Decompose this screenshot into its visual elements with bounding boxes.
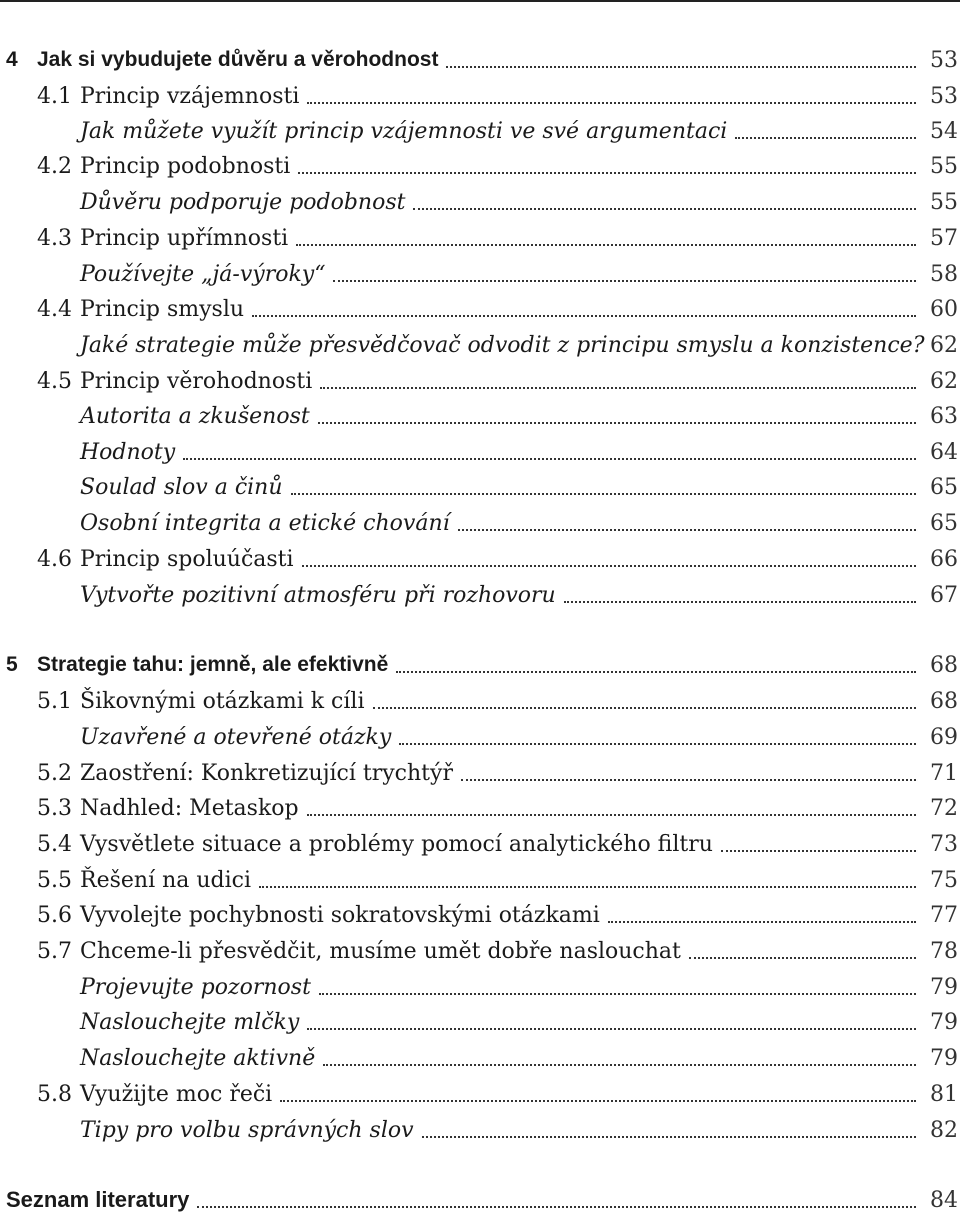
toc-entry-page: 66 xyxy=(930,546,958,572)
toc-entry-number: 5.1 xyxy=(37,688,72,714)
dot-leader xyxy=(689,957,916,959)
toc-entry-page: 79 xyxy=(930,1009,958,1035)
dot-leader xyxy=(396,671,916,673)
toc-entry-title: Uzavřené a otevřené otázky xyxy=(80,724,392,750)
toc-entry-page: 58 xyxy=(930,261,958,287)
dot-leader xyxy=(413,208,916,210)
toc-entry-page: 69 xyxy=(930,724,958,750)
dot-leader xyxy=(320,387,916,389)
toc-entry-page: 55 xyxy=(930,153,958,179)
toc-entry[interactable] xyxy=(0,220,960,256)
toc-entry[interactable] xyxy=(0,184,960,220)
toc-entry-page: 65 xyxy=(930,510,958,536)
toc-entry[interactable] xyxy=(0,42,960,78)
toc-entry-title: Chceme-li přesvědčit, musíme umět dobře naslouchat xyxy=(80,938,681,964)
toc-entry-title: Používejte „já-výroky“ xyxy=(80,261,326,287)
toc-entry-title: Důvěru podporuje podobnost xyxy=(80,189,406,215)
toc-entry-page: 55 xyxy=(930,189,958,215)
toc-entry-title: Hodnoty xyxy=(80,439,176,465)
dot-leader xyxy=(259,886,916,888)
toc-entry[interactable] xyxy=(0,1182,960,1218)
toc-entry[interactable] xyxy=(0,148,960,184)
toc-entry-title: Nadhled: Metaskop xyxy=(80,795,299,821)
toc-entry-title: Šikovnými otázkami k cíli xyxy=(80,688,365,714)
toc-entry-title: Osobní integrita a etické chování xyxy=(80,510,450,536)
dot-leader xyxy=(252,315,916,317)
toc-entry-number: 4.4 xyxy=(37,296,72,322)
toc-entry[interactable] xyxy=(0,327,960,363)
toc-entry-title: Soulad slov a činů xyxy=(80,474,283,500)
toc-entry-title: Autorita a zkušenost xyxy=(80,403,310,429)
toc-entry[interactable] xyxy=(0,256,960,292)
toc-entry-title: Vysvětlete situace a problémy pomocí analytického filtru xyxy=(80,831,713,857)
toc-entry-title: Naslouchejte aktivně xyxy=(80,1045,316,1071)
toc-entry[interactable] xyxy=(0,1112,960,1148)
toc-entry-page: 57 xyxy=(930,225,958,251)
toc-entry[interactable] xyxy=(0,78,960,114)
dot-leader xyxy=(422,1136,916,1138)
toc-entry[interactable] xyxy=(0,505,960,541)
toc-entry-title: Princip věrohodnosti xyxy=(80,368,313,394)
toc-entry-title: Vyvolejte pochybnosti sokratovskými otázkami xyxy=(80,902,600,928)
toc-entry-title: Princip spoluúčasti xyxy=(80,546,294,572)
toc-entry-number: 5.3 xyxy=(37,795,72,821)
toc-entry[interactable] xyxy=(0,969,960,1005)
toc-entry-page: 82 xyxy=(930,1117,958,1143)
toc-entry-title: Zaostření: Konkretizující trychtýř xyxy=(80,760,453,786)
toc-entry-page: 71 xyxy=(930,760,958,786)
toc-entry-page: 79 xyxy=(930,1045,958,1071)
toc-entry-title: Naslouchejte mlčky xyxy=(80,1009,300,1035)
toc-entry[interactable] xyxy=(0,113,960,149)
toc-entry-page: 78 xyxy=(930,938,958,964)
toc-entry[interactable] xyxy=(0,647,960,683)
dot-leader xyxy=(608,921,916,923)
toc-entry-title: Jak můžete využít princip vzájemnosti ve své argumentaci xyxy=(80,118,728,144)
toc-entry-page: 79 xyxy=(930,974,958,1000)
toc-entry-page: 63 xyxy=(930,403,958,429)
toc-entry-page: 77 xyxy=(930,902,958,928)
dot-leader xyxy=(333,280,916,282)
toc-entry-title: Princip smyslu xyxy=(80,296,245,322)
toc-entry[interactable] xyxy=(0,755,960,791)
toc-entry[interactable] xyxy=(0,434,960,470)
toc-entry-number: 4.3 xyxy=(37,225,72,251)
toc-entry-number: 5.4 xyxy=(37,831,72,857)
dot-leader xyxy=(302,565,916,567)
toc-entry-number: 4.5 xyxy=(37,368,72,394)
top-rule xyxy=(0,0,960,2)
toc-entry-title: Jaké strategie může přesvědčovač odvodit z principu smyslu a konzistence? xyxy=(80,332,925,358)
toc-entry[interactable] xyxy=(0,683,960,719)
dot-leader xyxy=(564,601,916,603)
dot-leader xyxy=(307,814,916,816)
toc-entry-page: 68 xyxy=(930,688,958,714)
dot-leader xyxy=(291,493,916,495)
dot-leader xyxy=(461,779,916,781)
toc-entry-title: Projevujte pozornost xyxy=(80,974,311,1000)
toc-entry[interactable] xyxy=(0,1004,960,1040)
toc-entry-page: 54 xyxy=(930,118,958,144)
toc-entry-page: 62 xyxy=(930,332,958,358)
dot-leader xyxy=(446,66,916,68)
dot-leader xyxy=(399,743,916,745)
toc-entry-title: Strategie tahu: jemně, ale efektivně xyxy=(37,653,389,676)
toc-entry[interactable] xyxy=(0,1040,960,1076)
toc-entry[interactable] xyxy=(0,897,960,933)
dot-leader xyxy=(721,850,916,852)
toc-entry-number: 4.1 xyxy=(37,83,72,109)
dot-leader xyxy=(318,422,916,424)
toc-entry-number: 5.8 xyxy=(37,1081,72,1107)
toc-entry[interactable] xyxy=(0,933,960,969)
toc-entry-title: Jak si vybudujete důvěru a věrohodnost xyxy=(37,48,439,71)
toc-entry-page: 68 xyxy=(930,652,958,678)
toc-entry-number: 5.7 xyxy=(37,938,72,964)
toc-entry-page: 65 xyxy=(930,474,958,500)
toc-entry-title: Vytvořte pozitivní atmosféru při rozhovoru xyxy=(80,582,556,608)
dot-leader xyxy=(307,1028,916,1030)
toc-entry-number: 5.6 xyxy=(37,902,72,928)
toc-entry-title: Tipy pro volbu správných slov xyxy=(80,1117,414,1143)
toc-entry[interactable] xyxy=(0,862,960,898)
dot-leader xyxy=(183,458,916,460)
toc-entry-title: Seznam literatury xyxy=(6,1187,190,1212)
toc-entry[interactable] xyxy=(0,541,960,577)
toc-entry-number: 4.2 xyxy=(37,153,72,179)
toc-entry-number: 5.5 xyxy=(37,867,72,893)
toc-entry-page: 53 xyxy=(930,47,958,73)
dot-leader xyxy=(197,1206,916,1208)
dot-leader xyxy=(280,1100,916,1102)
dot-leader xyxy=(735,137,916,139)
toc-entry-page: 62 xyxy=(930,368,958,394)
toc-entry[interactable] xyxy=(0,363,960,399)
toc-entry-number: 5 xyxy=(6,653,18,676)
dot-leader xyxy=(296,244,916,246)
dot-leader xyxy=(373,707,917,709)
toc-entry-title: Řešení na udici xyxy=(80,867,252,893)
dot-leader xyxy=(458,529,916,531)
toc-entry[interactable] xyxy=(0,719,960,755)
toc-entry-page: 64 xyxy=(930,439,958,465)
dot-leader xyxy=(307,102,916,104)
toc-entry-page: 84 xyxy=(930,1187,958,1213)
toc-entry-page: 72 xyxy=(930,795,958,821)
dot-leader xyxy=(298,172,916,174)
toc-entry-title: Princip upřímnosti xyxy=(80,225,289,251)
toc-entry[interactable] xyxy=(0,398,960,434)
toc-entry-page: 67 xyxy=(930,582,958,608)
toc-entry-title: Využijte moc řeči xyxy=(80,1081,273,1107)
toc-entry-number: 4 xyxy=(6,48,18,71)
toc-entry[interactable] xyxy=(0,790,960,826)
toc-entry[interactable] xyxy=(0,826,960,862)
toc-entry-title: Princip vzájemnosti xyxy=(80,83,300,109)
toc-entry-title: Princip podobnosti xyxy=(80,153,291,179)
toc-entry-page: 75 xyxy=(930,867,958,893)
dot-leader xyxy=(319,993,916,995)
toc-entry-page: 53 xyxy=(930,83,958,109)
toc-entry-page: 81 xyxy=(930,1081,958,1107)
toc-entry-page: 73 xyxy=(930,831,958,857)
toc-entry-number: 4.6 xyxy=(37,546,72,572)
toc-entry[interactable] xyxy=(0,1076,960,1112)
toc-entry[interactable] xyxy=(0,577,960,613)
toc-entry[interactable] xyxy=(0,291,960,327)
toc-entry[interactable] xyxy=(0,469,960,505)
dot-leader xyxy=(323,1064,916,1066)
toc-entry-page: 60 xyxy=(930,296,958,322)
toc-entry-number: 5.2 xyxy=(37,760,72,786)
